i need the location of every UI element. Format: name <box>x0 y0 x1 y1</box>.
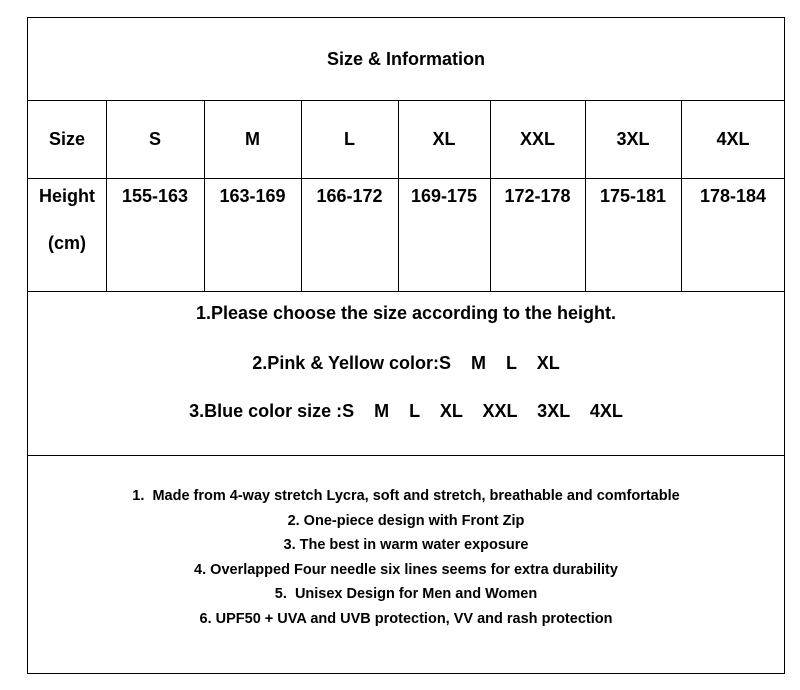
height-cell-3xl: 175-181 <box>599 185 667 206</box>
table-title: Size & Information <box>326 48 485 69</box>
feature-item: 2. One-piece design with Front Zip <box>287 512 525 529</box>
note-line-3: 3.Blue color size :S M L XL XXL 3XL 4XL <box>189 401 623 421</box>
note-line-2: 2.Pink & Yellow color:S M L XL <box>252 353 560 373</box>
size-cell-3xl: 3XL <box>616 128 650 149</box>
height-cell-s: 155-163 <box>121 185 189 206</box>
feature-item: 1. Made from 4-way stretch Lycra, soft and stretch, breathable and comfortable <box>132 488 680 504</box>
height-cell-l: 166-172 <box>316 185 383 206</box>
divider <box>28 455 784 456</box>
height-unit: (cm) <box>47 233 86 253</box>
height-cell-m: 163-169 <box>219 185 286 206</box>
feature-list <box>28 484 784 631</box>
size-label: Size <box>48 128 86 149</box>
feature-item: 6. UPF50 + UVA and UVB protection, VV and rash protection <box>199 610 613 627</box>
height-cell-4xl: 178-184 <box>699 185 767 206</box>
feature-item: 5. Unisex Design for Men and Women <box>274 586 538 602</box>
size-cell-l: L <box>344 128 355 149</box>
height-cell-xl: 169-175 <box>410 185 478 206</box>
size-cell-4xl: 4XL <box>716 128 750 149</box>
note-line-1: 1.Please choose the size according to the height. <box>195 303 617 323</box>
size-cell-m: M <box>245 128 260 149</box>
height-cell-xxl: 172-178 <box>504 185 571 206</box>
size-cell-xl: XL <box>432 128 456 149</box>
feature-item: 4. Overlapped Four needle six lines seems for extra durability <box>194 561 618 578</box>
size-cell-s: S <box>148 128 161 149</box>
height-label: Height <box>39 185 95 206</box>
divider <box>28 291 784 292</box>
size-information-table <box>27 17 785 674</box>
feature-item: 3. The best in warm water exposure <box>283 537 529 553</box>
size-cell-xxl: XXL <box>519 128 555 149</box>
